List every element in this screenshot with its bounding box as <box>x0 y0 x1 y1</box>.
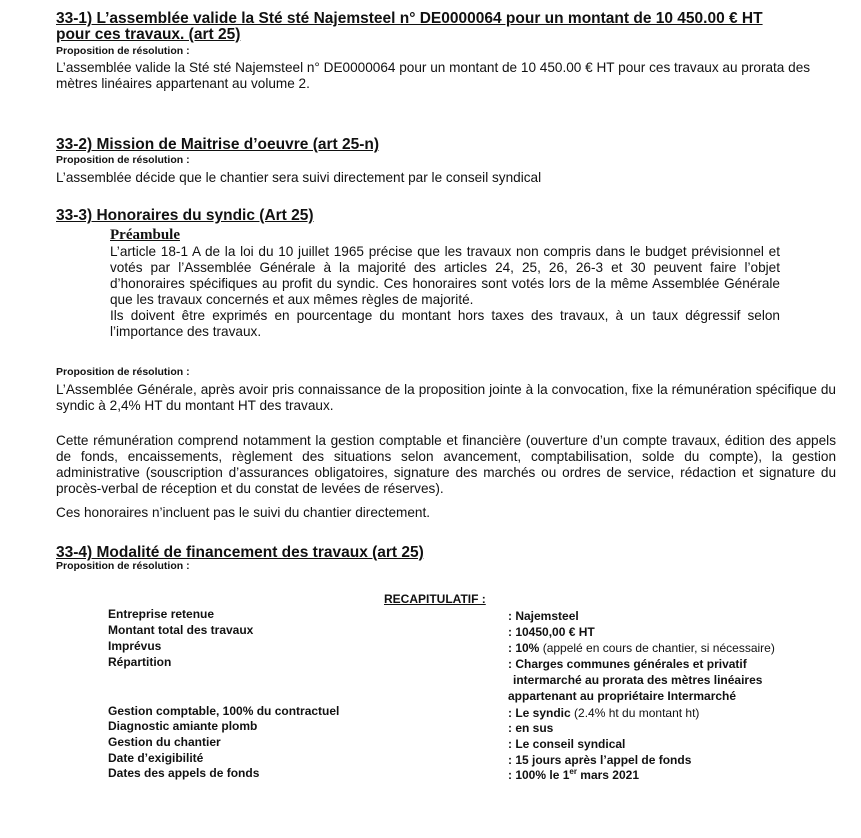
recap-value-gestion-comptable: : Le syndic (2.4% ht du montant ht) <box>508 706 700 720</box>
section-33-3-title: 33-3) Honoraires du syndic (Art 25) <box>56 207 314 224</box>
section-33-3-proposition-label: Proposition de résolution : <box>56 366 190 378</box>
recap-value-repartition-1: : Charges communes générales et privatif <box>508 657 747 671</box>
recap-value-exigibilite: : 15 jours après l’appel de fonds <box>508 753 692 767</box>
section-33-4-proposition-label: Proposition de résolution : <box>56 560 190 572</box>
recap-label-appels: Dates des appels de fonds <box>108 766 260 780</box>
section-33-3-text-2: Cette rémunération comprend notamment la gestion comptable et financière (ouverture d’un compte travaux, édition des appels de fonds, encaissements, règlement des situations selon avancement, comptabilisation, solde du compte), la gestion administrative (souscription d’assurances obligatoires, signature des marchés ou ordres de service, rédaction et signature du procès-verbal de réception et du constat de levées de réserves). <box>56 433 836 496</box>
recap-value-repartition-2: intermarché au prorata des mètres linéaires <box>513 673 763 687</box>
recap-label-imprevus: Imprévus <box>108 639 162 653</box>
recap-value-imprevus: : 10% (appelé en cours de chantier, si nécessaire) <box>508 641 775 655</box>
recap-label-diagnostic: Diagnostic amiante plomb <box>108 719 258 733</box>
section-33-1-title-line1: 33-1) L’assemblée valide la Sté sté Najemsteel n° DE0000064 pour un montant de 10 450.00 € HT <box>56 10 763 27</box>
preamble-paragraph-2: Ils doivent être exprimés en pourcentage du montant hors taxes des travaux, à un taux dégressif selon l’importance des travaux. <box>110 308 780 339</box>
recap-label-entreprise: Entreprise retenue <box>108 607 215 621</box>
recap-value-appels: : 100% le 1er mars 2021 <box>508 767 639 782</box>
recap-label-exigibilite: Date d’exigibilité <box>108 751 204 765</box>
recap-label-montant: Montant total des travaux <box>108 623 254 637</box>
section-33-4-title: 33-4) Modalité de financement des travaux (art 25) <box>56 544 424 561</box>
recap-value-entreprise: : Najemsteel <box>508 609 579 623</box>
preamble-paragraph-1: L’article 18-1 A de la loi du 10 juillet 1965 précise que les travaux non compris dans le budget prévisionnel et votés par l’Assemblée Générale à la majorité des articles 24, 25, 26, 26-3 et 30 peuvent faire l’objet d’honoraires spécifiques au profit du syndic. Ces honoraires sont votés lors de la même Assemblée Générale que les travaux concernés et aux mêmes règles de majorité. <box>110 244 780 307</box>
section-33-2-proposition-label: Proposition de résolution : <box>56 154 190 166</box>
section-33-1-text: L’assemblée valide la Sté sté Najemsteel n° DE0000064 pour un montant de 10 450.00 € HT pour ces travaux au prorata des mètres linéaires appartenant au volume 2. <box>56 60 811 91</box>
recap-value-montant: : 10450,00 € HT <box>508 625 595 639</box>
preamble-body <box>110 244 780 340</box>
recap-label-repartition: Répartition <box>108 655 172 669</box>
recap-label-gestion-chantier: Gestion du chantier <box>108 735 221 749</box>
section-33-3-text-3: Ces honoraires n’incluent pas le suivi du chantier directement. <box>56 505 431 520</box>
section-33-1-title-line2: pour ces travaux. (art 25) <box>56 26 241 43</box>
recap-title: RECAPITULATIF : <box>384 592 486 606</box>
section-33-3-text-1: L’Assemblée Générale, après avoir pris connaissance de la proposition jointe à la convocation, fixe la rémunération spécifique du syndic à 2,4% HT du montant HT des travaux. <box>56 382 836 413</box>
section-33-2-title: 33-2) Mission de Maitrise d’oeuvre (art 25-n) <box>56 136 380 153</box>
recap-value-diagnostic: : en sus <box>508 721 554 735</box>
section-33-1-proposition-label: Proposition de résolution : <box>56 45 190 57</box>
preamble-title: Préambule <box>110 227 180 243</box>
section-33-2-text: L’assemblée décide que le chantier sera suivi directement par le conseil syndical <box>56 170 542 185</box>
recap-value-gestion-chantier: : Le conseil syndical <box>508 737 626 751</box>
recap-label-gestion-comptable: Gestion comptable, 100% du contractuel <box>108 704 340 718</box>
recap-value-repartition-3: appartenant au propriétaire Intermarché <box>508 689 737 703</box>
